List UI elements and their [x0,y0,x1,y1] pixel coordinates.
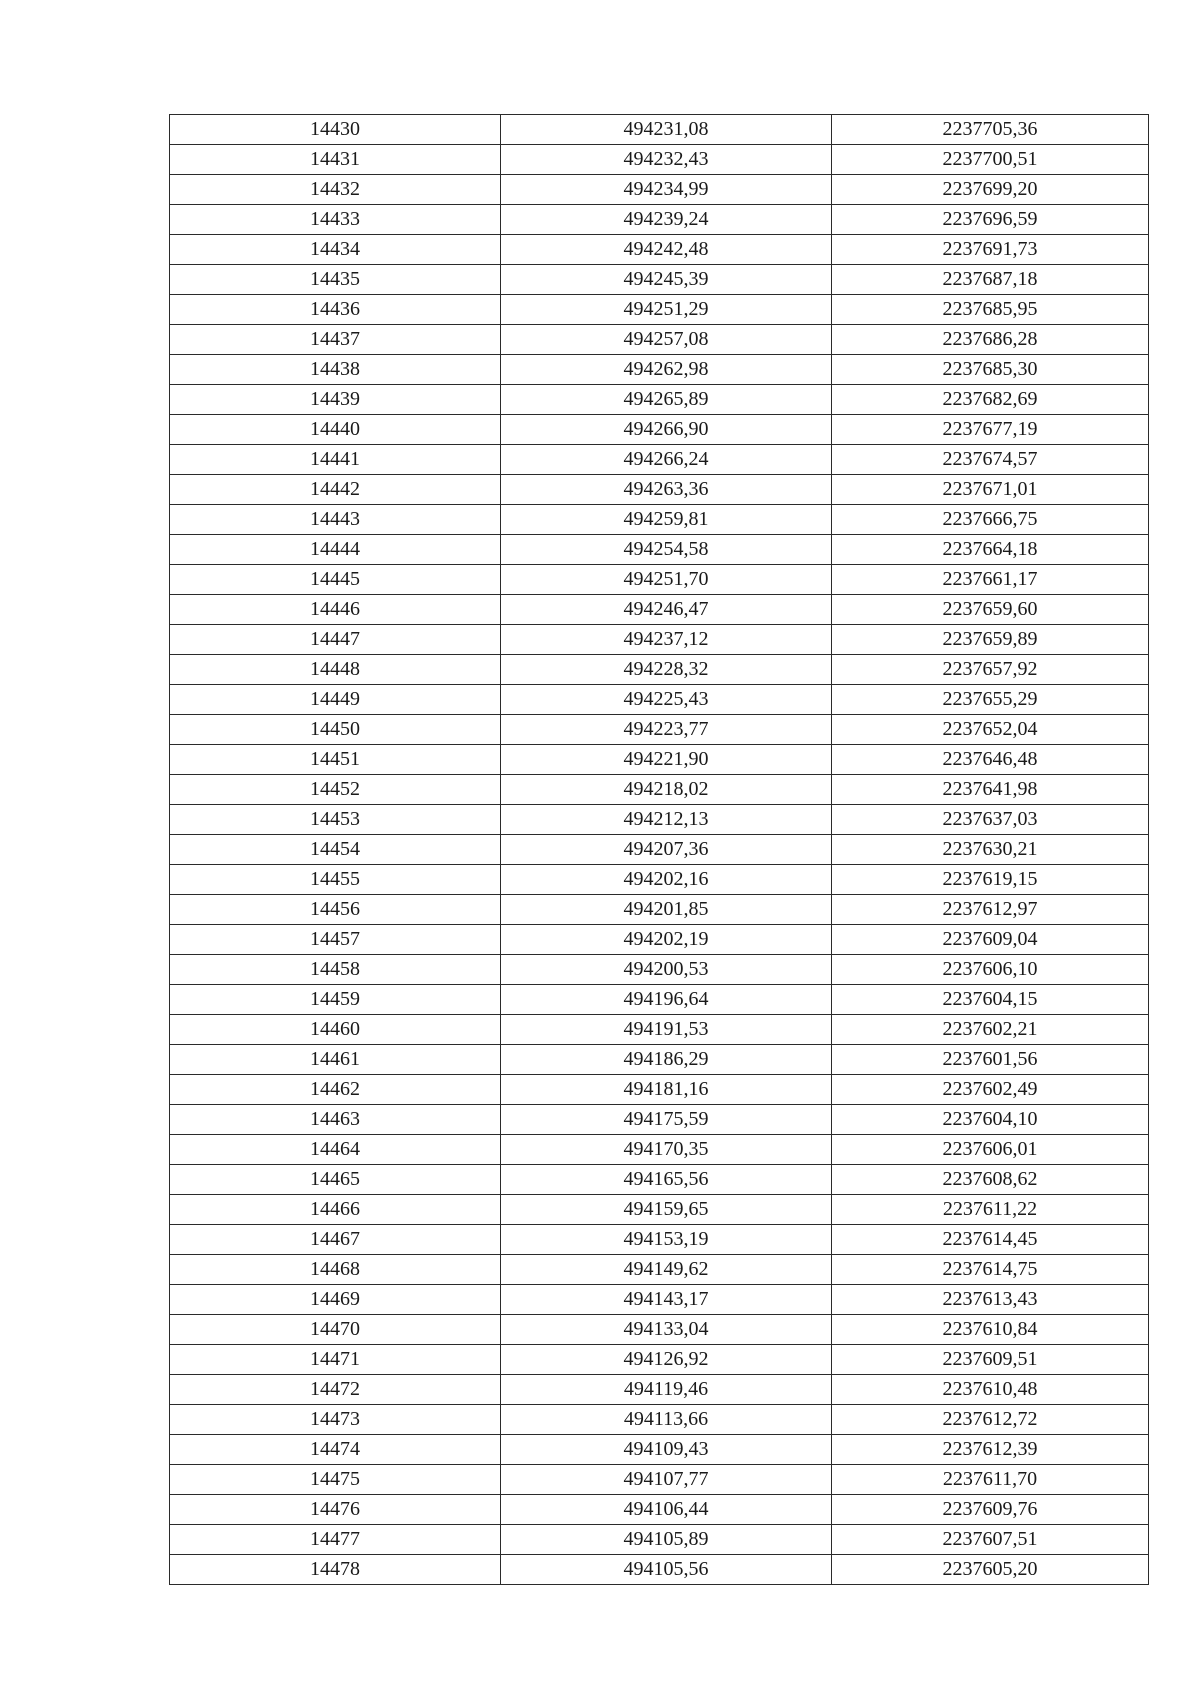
point-number-cell: 14443 [170,505,501,535]
y-coordinate-cell: 2237652,04 [832,715,1149,745]
point-number-cell: 14468 [170,1255,501,1285]
y-coordinate-cell: 2237682,69 [832,385,1149,415]
table-row [170,685,1149,715]
point-number-cell: 14430 [170,115,501,145]
y-coordinate-cell: 2237613,43 [832,1285,1149,1315]
table-row [170,235,1149,265]
point-number-cell: 14458 [170,955,501,985]
table-row [170,1495,1149,1525]
point-number-cell: 14474 [170,1435,501,1465]
y-coordinate-cell: 2237610,84 [832,1315,1149,1345]
y-coordinate-cell: 2237606,01 [832,1135,1149,1165]
table-row [170,1435,1149,1465]
y-coordinate-cell: 2237661,17 [832,565,1149,595]
y-coordinate-cell: 2237611,70 [832,1465,1149,1495]
table-row [170,1465,1149,1495]
y-coordinate-cell: 2237605,20 [832,1555,1149,1585]
x-coordinate-cell: 494113,66 [501,1405,832,1435]
x-coordinate-cell: 494245,39 [501,265,832,295]
x-coordinate-cell: 494159,65 [501,1195,832,1225]
point-number-cell: 14476 [170,1495,501,1525]
y-coordinate-cell: 2237641,98 [832,775,1149,805]
x-coordinate-cell: 494266,90 [501,415,832,445]
point-number-cell: 14459 [170,985,501,1015]
x-coordinate-cell: 494231,08 [501,115,832,145]
table-row [170,295,1149,325]
point-number-cell: 14455 [170,865,501,895]
x-coordinate-cell: 494202,16 [501,865,832,895]
point-number-cell: 14439 [170,385,501,415]
y-coordinate-cell: 2237612,72 [832,1405,1149,1435]
table-row [170,445,1149,475]
y-coordinate-cell: 2237609,51 [832,1345,1149,1375]
table-row [170,115,1149,145]
y-coordinate-cell: 2237614,45 [832,1225,1149,1255]
point-number-cell: 14472 [170,1375,501,1405]
point-number-cell: 14470 [170,1315,501,1345]
y-coordinate-cell: 2237608,62 [832,1165,1149,1195]
point-number-cell: 14442 [170,475,501,505]
x-coordinate-cell: 494225,43 [501,685,832,715]
point-number-cell: 14467 [170,1225,501,1255]
y-coordinate-cell: 2237610,48 [832,1375,1149,1405]
x-coordinate-cell: 494239,24 [501,205,832,235]
table-row [170,865,1149,895]
x-coordinate-cell: 494149,62 [501,1255,832,1285]
y-coordinate-cell: 2237612,39 [832,1435,1149,1465]
table-row [170,625,1149,655]
point-number-cell: 14477 [170,1525,501,1555]
point-number-cell: 14431 [170,145,501,175]
x-coordinate-cell: 494262,98 [501,355,832,385]
x-coordinate-cell: 494165,56 [501,1165,832,1195]
table-row [170,1405,1149,1435]
x-coordinate-cell: 494181,16 [501,1075,832,1105]
x-coordinate-cell: 494232,43 [501,145,832,175]
x-coordinate-cell: 494242,48 [501,235,832,265]
y-coordinate-cell: 2237602,21 [832,1015,1149,1045]
x-coordinate-cell: 494251,70 [501,565,832,595]
point-number-cell: 14457 [170,925,501,955]
table-row [170,955,1149,985]
table-row [170,475,1149,505]
point-number-cell: 14465 [170,1165,501,1195]
y-coordinate-cell: 2237646,48 [832,745,1149,775]
x-coordinate-cell: 494263,36 [501,475,832,505]
table-row [170,265,1149,295]
y-coordinate-cell: 2237674,57 [832,445,1149,475]
x-coordinate-cell: 494109,43 [501,1435,832,1465]
y-coordinate-cell: 2237700,51 [832,145,1149,175]
table-row [170,205,1149,235]
table-row [170,835,1149,865]
y-coordinate-cell: 2237611,22 [832,1195,1149,1225]
table-row [170,325,1149,355]
y-coordinate-cell: 2237609,04 [832,925,1149,955]
table-row [170,175,1149,205]
x-coordinate-cell: 494221,90 [501,745,832,775]
table-row [170,985,1149,1015]
point-number-cell: 14451 [170,745,501,775]
x-coordinate-cell: 494202,19 [501,925,832,955]
table-row [170,535,1149,565]
table-row [170,1345,1149,1375]
table-row [170,1375,1149,1405]
table-row [170,415,1149,445]
table-row [170,1015,1149,1045]
y-coordinate-cell: 2237619,15 [832,865,1149,895]
table-row [170,1525,1149,1555]
table-row [170,1225,1149,1255]
point-number-cell: 14434 [170,235,501,265]
x-coordinate-cell: 494212,13 [501,805,832,835]
table-row [170,745,1149,775]
x-coordinate-cell: 494246,47 [501,595,832,625]
x-coordinate-cell: 494191,53 [501,1015,832,1045]
table-row [170,1045,1149,1075]
point-number-cell: 14437 [170,325,501,355]
x-coordinate-cell: 494201,85 [501,895,832,925]
y-coordinate-cell: 2237604,10 [832,1105,1149,1135]
point-number-cell: 14446 [170,595,501,625]
table-row [170,505,1149,535]
point-number-cell: 14438 [170,355,501,385]
table-row [170,1075,1149,1105]
x-coordinate-cell: 494251,29 [501,295,832,325]
x-coordinate-cell: 494186,29 [501,1045,832,1075]
point-number-cell: 14445 [170,565,501,595]
y-coordinate-cell: 2237685,30 [832,355,1149,385]
x-coordinate-cell: 494254,58 [501,535,832,565]
table-row [170,1255,1149,1285]
point-number-cell: 14436 [170,295,501,325]
y-coordinate-cell: 2237687,18 [832,265,1149,295]
point-number-cell: 14447 [170,625,501,655]
point-number-cell: 14466 [170,1195,501,1225]
table-row [170,145,1149,175]
point-number-cell: 14473 [170,1405,501,1435]
x-coordinate-cell: 494266,24 [501,445,832,475]
y-coordinate-cell: 2237686,28 [832,325,1149,355]
point-number-cell: 14449 [170,685,501,715]
y-coordinate-cell: 2237601,56 [832,1045,1149,1075]
y-coordinate-cell: 2237677,19 [832,415,1149,445]
y-coordinate-cell: 2237604,15 [832,985,1149,1015]
point-number-cell: 14478 [170,1555,501,1585]
table-row [170,925,1149,955]
table-row [170,355,1149,385]
point-number-cell: 14471 [170,1345,501,1375]
table-row [170,895,1149,925]
table-row [170,655,1149,685]
point-number-cell: 14461 [170,1045,501,1075]
y-coordinate-cell: 2237685,95 [832,295,1149,325]
table-row [170,805,1149,835]
x-coordinate-cell: 494105,56 [501,1555,832,1585]
point-number-cell: 14441 [170,445,501,475]
y-coordinate-cell: 2237607,51 [832,1525,1149,1555]
x-coordinate-cell: 494234,99 [501,175,832,205]
y-coordinate-cell: 2237655,29 [832,685,1149,715]
y-coordinate-cell: 2237671,01 [832,475,1149,505]
point-number-cell: 14462 [170,1075,501,1105]
x-coordinate-cell: 494265,89 [501,385,832,415]
x-coordinate-cell: 494126,92 [501,1345,832,1375]
y-coordinate-cell: 2237659,89 [832,625,1149,655]
x-coordinate-cell: 494259,81 [501,505,832,535]
y-coordinate-cell: 2237705,36 [832,115,1149,145]
y-coordinate-cell: 2237691,73 [832,235,1149,265]
point-number-cell: 14435 [170,265,501,295]
point-number-cell: 14475 [170,1465,501,1495]
table-row [170,595,1149,625]
y-coordinate-cell: 2237606,10 [832,955,1149,985]
x-coordinate-cell: 494207,36 [501,835,832,865]
x-coordinate-cell: 494175,59 [501,1105,832,1135]
y-coordinate-cell: 2237664,18 [832,535,1149,565]
x-coordinate-cell: 494237,12 [501,625,832,655]
point-number-cell: 14469 [170,1285,501,1315]
x-coordinate-cell: 494133,04 [501,1315,832,1345]
x-coordinate-cell: 494170,35 [501,1135,832,1165]
point-number-cell: 14450 [170,715,501,745]
coordinates-table [169,114,1149,1585]
y-coordinate-cell: 2237609,76 [832,1495,1149,1525]
x-coordinate-cell: 494106,44 [501,1495,832,1525]
point-number-cell: 14453 [170,805,501,835]
table-row [170,1195,1149,1225]
x-coordinate-cell: 494143,17 [501,1285,832,1315]
x-coordinate-cell: 494153,19 [501,1225,832,1255]
point-number-cell: 14432 [170,175,501,205]
point-number-cell: 14440 [170,415,501,445]
point-number-cell: 14456 [170,895,501,925]
table-row [170,715,1149,745]
y-coordinate-cell: 2237612,97 [832,895,1149,925]
y-coordinate-cell: 2237666,75 [832,505,1149,535]
x-coordinate-cell: 494119,46 [501,1375,832,1405]
coordinates-table-body [170,115,1149,1585]
y-coordinate-cell: 2237630,21 [832,835,1149,865]
x-coordinate-cell: 494228,32 [501,655,832,685]
y-coordinate-cell: 2237614,75 [832,1255,1149,1285]
table-row [170,775,1149,805]
y-coordinate-cell: 2237699,20 [832,175,1149,205]
point-number-cell: 14452 [170,775,501,805]
point-number-cell: 14444 [170,535,501,565]
table-row [170,1105,1149,1135]
table-row [170,565,1149,595]
point-number-cell: 14454 [170,835,501,865]
y-coordinate-cell: 2237602,49 [832,1075,1149,1105]
x-coordinate-cell: 494218,02 [501,775,832,805]
x-coordinate-cell: 494107,77 [501,1465,832,1495]
point-number-cell: 14464 [170,1135,501,1165]
point-number-cell: 14460 [170,1015,501,1045]
y-coordinate-cell: 2237637,03 [832,805,1149,835]
table-row [170,1165,1149,1195]
x-coordinate-cell: 494257,08 [501,325,832,355]
table-row [170,1555,1149,1585]
table-row [170,385,1149,415]
x-coordinate-cell: 494196,64 [501,985,832,1015]
x-coordinate-cell: 494105,89 [501,1525,832,1555]
table-row [170,1135,1149,1165]
table-row [170,1285,1149,1315]
x-coordinate-cell: 494223,77 [501,715,832,745]
table-row [170,1315,1149,1345]
point-number-cell: 14433 [170,205,501,235]
y-coordinate-cell: 2237657,92 [832,655,1149,685]
point-number-cell: 14448 [170,655,501,685]
y-coordinate-cell: 2237696,59 [832,205,1149,235]
point-number-cell: 14463 [170,1105,501,1135]
y-coordinate-cell: 2237659,60 [832,595,1149,625]
x-coordinate-cell: 494200,53 [501,955,832,985]
